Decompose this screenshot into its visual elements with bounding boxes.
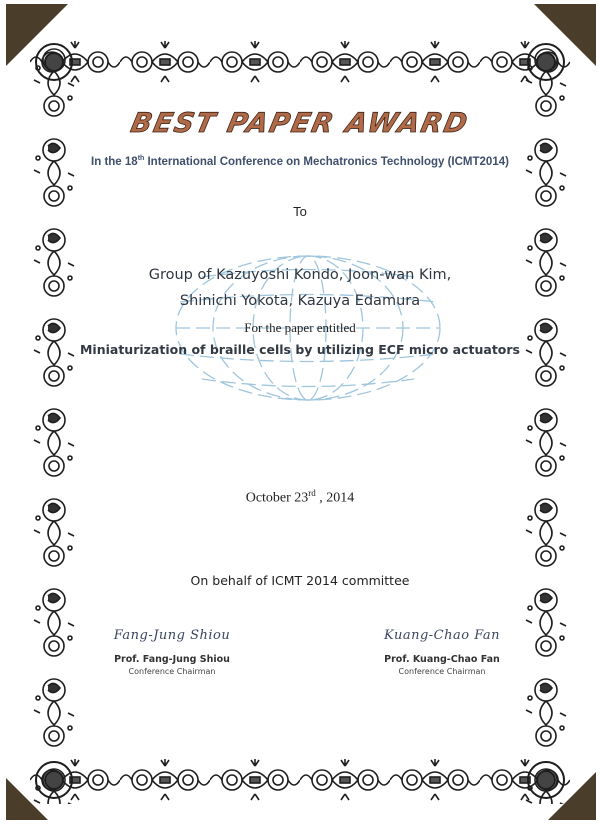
- signer-role: Conference Chairman: [128, 667, 216, 676]
- recipients-line-1: Group of Kazuyoshi Kondo, Joon-wan Kim,: [148, 267, 452, 283]
- recipients: [0, 262, 600, 314]
- paper-title: Miniaturization of braille cells by utilizing ECF micro actuators: [79, 342, 520, 357]
- behalf-line: On behalf of ICMT 2014 committee: [190, 573, 410, 588]
- signer-name: Prof. Kuang-Chao Fan: [384, 654, 500, 665]
- signer-block-left: [82, 628, 262, 676]
- signer-role: Conference Chairman: [398, 667, 486, 676]
- date-year: , 2014: [315, 490, 355, 506]
- signer-name: Prof. Fang-Jung Shiou: [114, 654, 230, 665]
- ornamental-border-right: [522, 38, 570, 804]
- ornamental-border-bottom: [30, 756, 570, 804]
- conference-line: [0, 155, 600, 168]
- ornamental-border-left: [30, 38, 78, 804]
- signature: Kuang-Chao Fan: [384, 628, 500, 643]
- for-paper-label: For the paper entitled: [244, 320, 356, 335]
- conference-prefix: In the 18: [91, 155, 138, 168]
- ornamental-border-top: [30, 38, 570, 86]
- award-date: [0, 488, 600, 507]
- recipients-line-2: Shinichi Yokota, Kazuya Edamura: [179, 293, 421, 309]
- date-ordinal: rd: [308, 488, 316, 498]
- signature: Fang-Jung Shiou: [113, 628, 231, 643]
- date-month-day: October 23: [245, 490, 309, 506]
- signer-block-right: [352, 628, 532, 676]
- award-title: BEST PAPER AWARD: [128, 108, 472, 139]
- conference-name: International Conference on Mechatronics Technology (ICMT2014): [144, 155, 509, 168]
- to-label: To: [293, 204, 307, 219]
- conference-ordinal: th: [137, 155, 145, 162]
